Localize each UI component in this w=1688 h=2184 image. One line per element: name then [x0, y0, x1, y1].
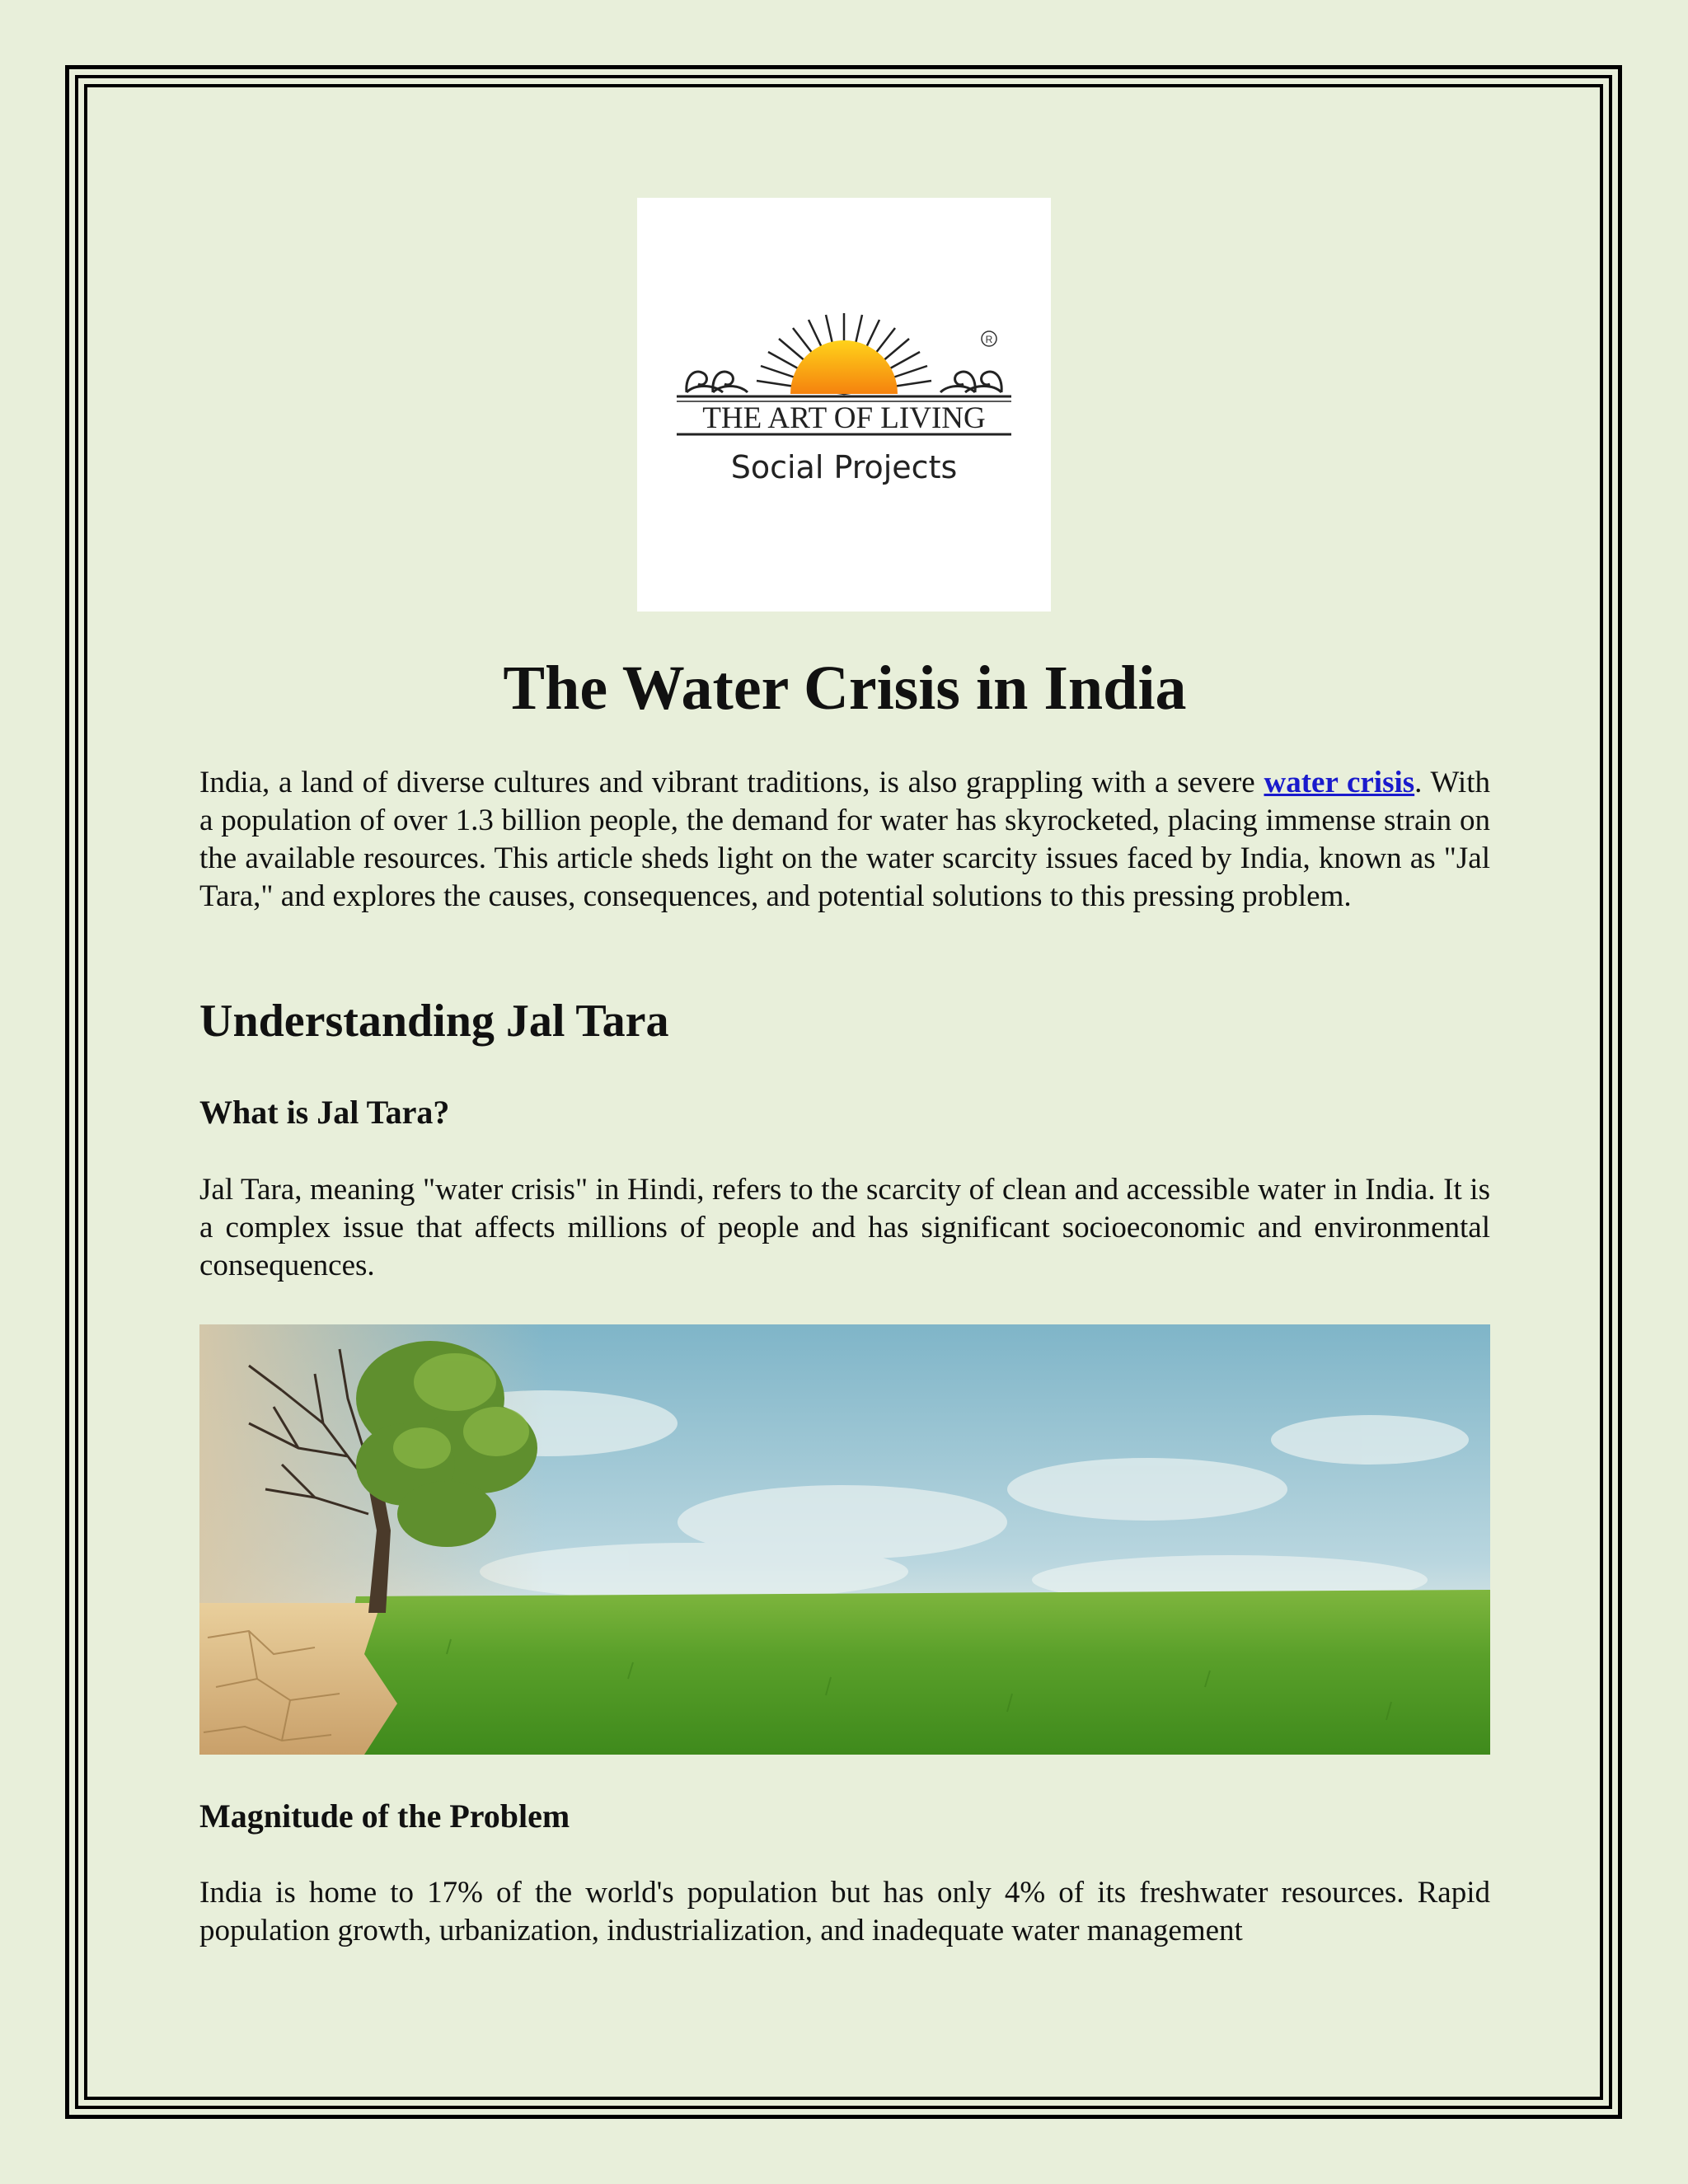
svg-text:THE ART OF LIVING: THE ART OF LIVING [702, 401, 986, 435]
magnitude-paragraph: India is home to 17% of the world's population but has only 4% of its freshwater resources. Rapid population growth, urbanization, industrialization, and inadequate water management [199, 1876, 1490, 1947]
drought-vs-green-field-image [199, 1324, 1490, 1755]
intro-text-end: . With a population of over 1.3 billion people, the demand for water has skyrocketed, placing immense strain on the available resources. This article sheds light on the water scarcity issues faced by India, known as "Jal Tara," and explores the causes, consequences, and potential solutions to this pressing problem. [199, 766, 1490, 913]
art-of-living-logo [637, 198, 1051, 612]
swan-right-icon [940, 372, 1001, 392]
sun-icon [790, 340, 898, 394]
intro-paragraph [199, 764, 1490, 916]
swan-left-icon [687, 372, 748, 392]
svg-text:R: R [985, 334, 993, 345]
landscape-image [199, 1324, 1490, 1755]
svg-text:Social Projects: Social Projects [730, 449, 958, 485]
page-title: The Water Crisis in India [503, 654, 1187, 723]
water-crisis-link[interactable]: water crisis [1264, 766, 1415, 799]
subheading-magnitude: Magnitude of the Problem [199, 1797, 570, 1835]
section-heading-understanding: Understanding Jal Tara [199, 996, 669, 1047]
what-is-jal-tara-paragraph: Jal Tara, meaning "water crisis" in Hindi, refers to the scarcity of clean and accessible water in India. It is a complex issue that affects millions of people and has significant socioeconomic and environmental consequences. [199, 1173, 1490, 1282]
intro-text-start: India, a land of diverse cultures and vibrant traditions, is also grappling with a severe [199, 766, 1264, 799]
subheading-what-is-jal-tara: What is Jal Tara? [199, 1094, 450, 1131]
